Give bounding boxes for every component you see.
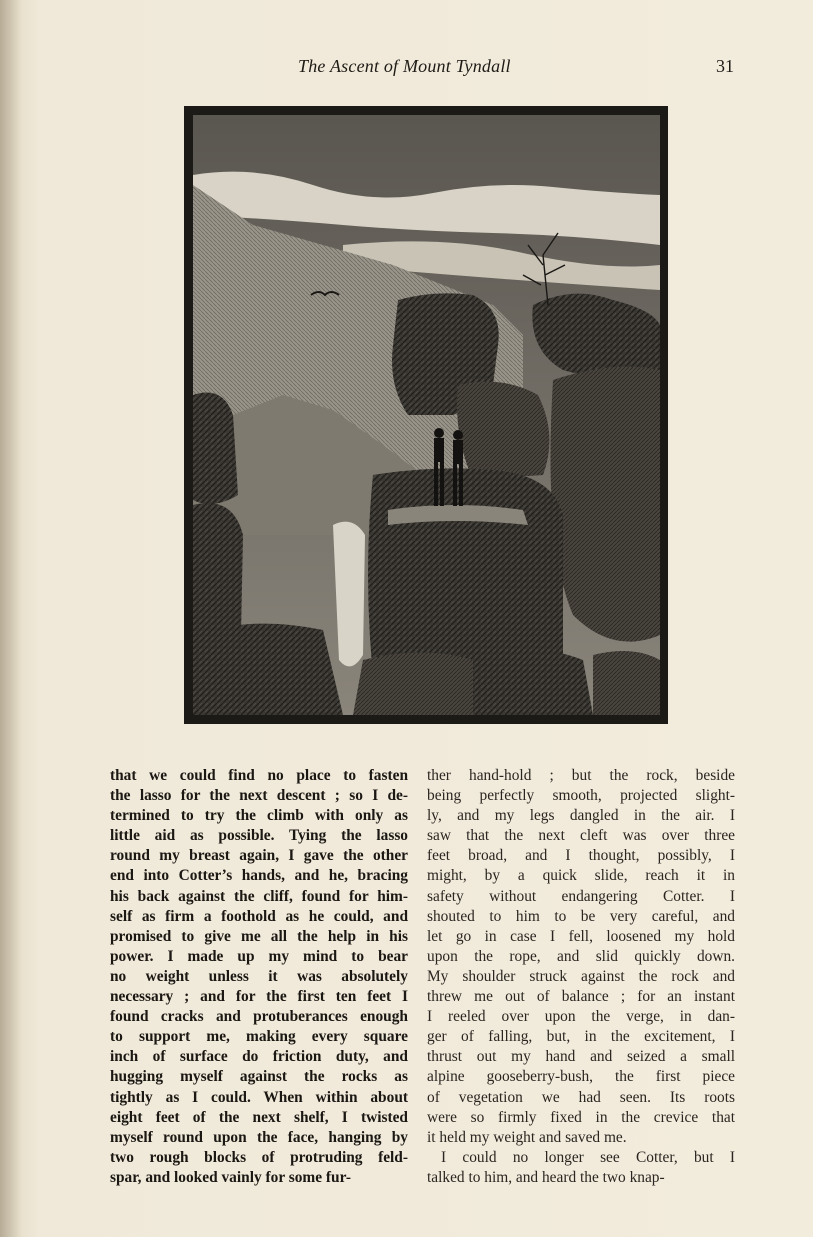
text-line: inch of surface do friction duty, and [110, 1048, 408, 1066]
text-line: I could no longer see Cotter, but I [441, 1148, 735, 1166]
text-line: to support me, making every square [110, 1028, 408, 1046]
text-line: alpine gooseberry-bush, the first piece [427, 1068, 735, 1086]
text-line: talked to him, and heard the two knap- [427, 1168, 665, 1186]
text-line: little aid as possible. Tying the lasso [110, 827, 408, 845]
running-title: The Ascent of Mount Tyndall [298, 56, 511, 76]
text-line: termined to try the climb with only as [110, 807, 408, 825]
text-line: let go in case I fell, loosened my hold [427, 927, 735, 945]
text-line: My shoulder struck against the rock and [427, 967, 735, 985]
text-line: being perfectly smooth, projected slight- [427, 787, 735, 805]
text-column-left [110, 766, 408, 1188]
text-line: ly, and my legs dangled in the air. I [427, 807, 735, 825]
text-line: ther hand-hold ; but the rock, beside [427, 767, 735, 784]
text-line: necessary ; and for the first ten feet I [110, 988, 408, 1006]
gutter-shadow [0, 0, 22, 1237]
text-line: might, by a quick slide, reach it in [427, 867, 735, 885]
text-line: the lasso for the next descent ; so I de- [110, 787, 408, 805]
text-line: feet broad, and I thought, possibly, I [427, 847, 735, 865]
text-line: safety without endangering Cotter. I [427, 887, 735, 905]
text-line: it held my weight and saved me. [427, 1128, 627, 1146]
text-column-right [427, 766, 735, 1188]
text-line: saw that the next cleft was over three [427, 827, 735, 845]
text-line: of vegetation we had seen. Its roots [427, 1088, 735, 1106]
text-line: eight feet of the next shelf, I twisted [110, 1108, 408, 1126]
text-line: I reeled over upon the verge, in dan- [427, 1008, 735, 1026]
text-line: shouted to him to be very careful, and [427, 907, 735, 925]
text-line: his back against the cliff, found for him- [110, 887, 408, 905]
text-line: myself round upon the face, hanging by [110, 1128, 408, 1146]
text-line: threw me out of balance ; for an instant [427, 988, 735, 1006]
text-line: hugging myself against the rocks as [110, 1068, 408, 1086]
illustration-engraving [184, 106, 668, 724]
text-line: were so firmly fixed in the crevice that [427, 1108, 735, 1126]
text-line: that we could find no place to fasten [110, 767, 408, 784]
text-line: end into Cotter’s hands, and he, bracing [110, 867, 408, 885]
text-line: two rough blocks of protruding feld- [110, 1148, 408, 1166]
text-line: self as firm a foothold as he could, and [110, 907, 408, 925]
running-head [0, 56, 813, 82]
text-line: found cracks and protuberances enough [110, 1008, 408, 1026]
text-line: spar, and looked vainly for some fur- [110, 1168, 352, 1186]
text-line: power. I made up my mind to bear [110, 947, 408, 965]
text-line: no weight unless it was absolutely [110, 967, 408, 985]
text-line: upon the rope, and slid quickly down. [427, 947, 735, 965]
engraving-image [193, 115, 660, 715]
text-line: round my breast again, I gave the other [110, 847, 408, 865]
text-line: tightly as I could. When within about [110, 1088, 408, 1106]
text-line: promised to give me all the help in his [110, 927, 408, 945]
text-line: thrust out my hand and seized a small [427, 1048, 735, 1066]
page-number: 31 [716, 56, 734, 76]
text-line: ger of falling, but, in the excitement, I [427, 1028, 735, 1046]
